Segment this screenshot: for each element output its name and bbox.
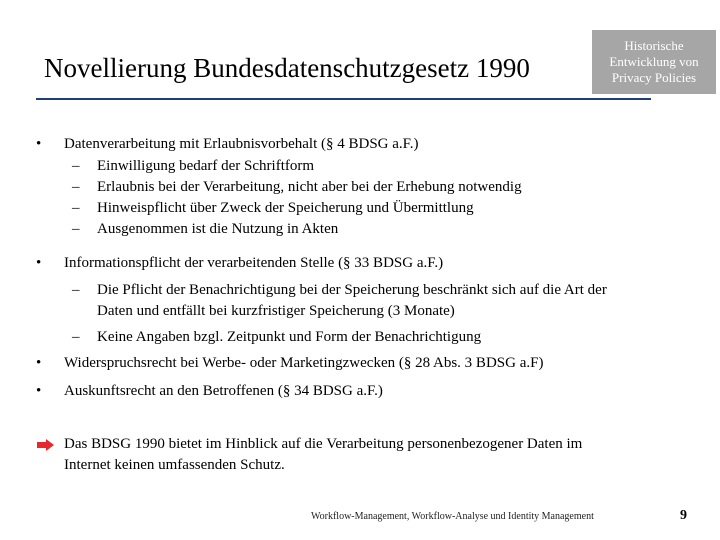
- sub-item-text: Einwilligung bedarf der Schriftform: [97, 158, 315, 174]
- sub-item-text: Die Pflicht der Benachrichtigung bei der Speicherung beschränkt sich auf die Art der Daten und entfällt bei kurzfristiger Speicherung (3 Monate): [97, 282, 607, 319]
- bullet-dot: •: [36, 136, 42, 152]
- title-divider: [36, 98, 651, 100]
- bullet-text: Auskunftsrecht an den Betroffenen (§ 34 BDSG a.F.): [64, 383, 383, 399]
- bullet-dot: •: [36, 383, 42, 399]
- sub-item-text: Ausgenommen ist die Nutzung in Akten: [97, 221, 339, 237]
- conclusion-text: Das BDSG 1990 bietet im Hinblick auf die Verarbeitung personenbezogener Daten im Internet keinen umfassenden Schutz.: [64, 436, 583, 473]
- footer-text: Workflow-Management, Workflow-Analyse und Identity Management: [311, 511, 594, 522]
- dash-marker: –: [72, 200, 80, 216]
- dash-marker: –: [72, 282, 80, 298]
- sub-item-text: Erlaubnis bei der Verarbeitung, nicht aber bei der Erhebung notwendig: [97, 179, 522, 195]
- dash-marker: –: [72, 179, 80, 195]
- arrow-right-icon: [36, 438, 56, 452]
- bullet-dot: •: [36, 355, 42, 371]
- sub-item-text: Keine Angaben bzgl. Zeitpunkt und Form der Benachrichtigung: [97, 329, 482, 345]
- dash-marker: –: [72, 221, 80, 237]
- dash-marker: –: [72, 158, 80, 174]
- bullet-text: Datenverarbeitung mit Erlaubnisvorbehalt (§ 4 BDSG a.F.): [64, 136, 419, 152]
- slide-title: Novellierung Bundesdatenschutzgesetz 1990: [44, 53, 530, 83]
- page-number: 9: [680, 508, 687, 523]
- dash-marker: –: [72, 329, 80, 345]
- bullet-text: Widerspruchsrecht bei Werbe- oder Marketingzwecken (§ 28 Abs. 3 BDSG a.F): [64, 355, 544, 371]
- bullet-dot: •: [36, 255, 42, 271]
- bullet-text: Informationspflicht der verarbeitenden Stelle (§ 33 BDSG a.F.): [64, 255, 444, 271]
- sub-item-text: Hinweispflicht über Zweck der Speicherung und Übermittlung: [97, 200, 474, 216]
- section-badge: Historische Entwicklung von Privacy Policies: [592, 30, 716, 94]
